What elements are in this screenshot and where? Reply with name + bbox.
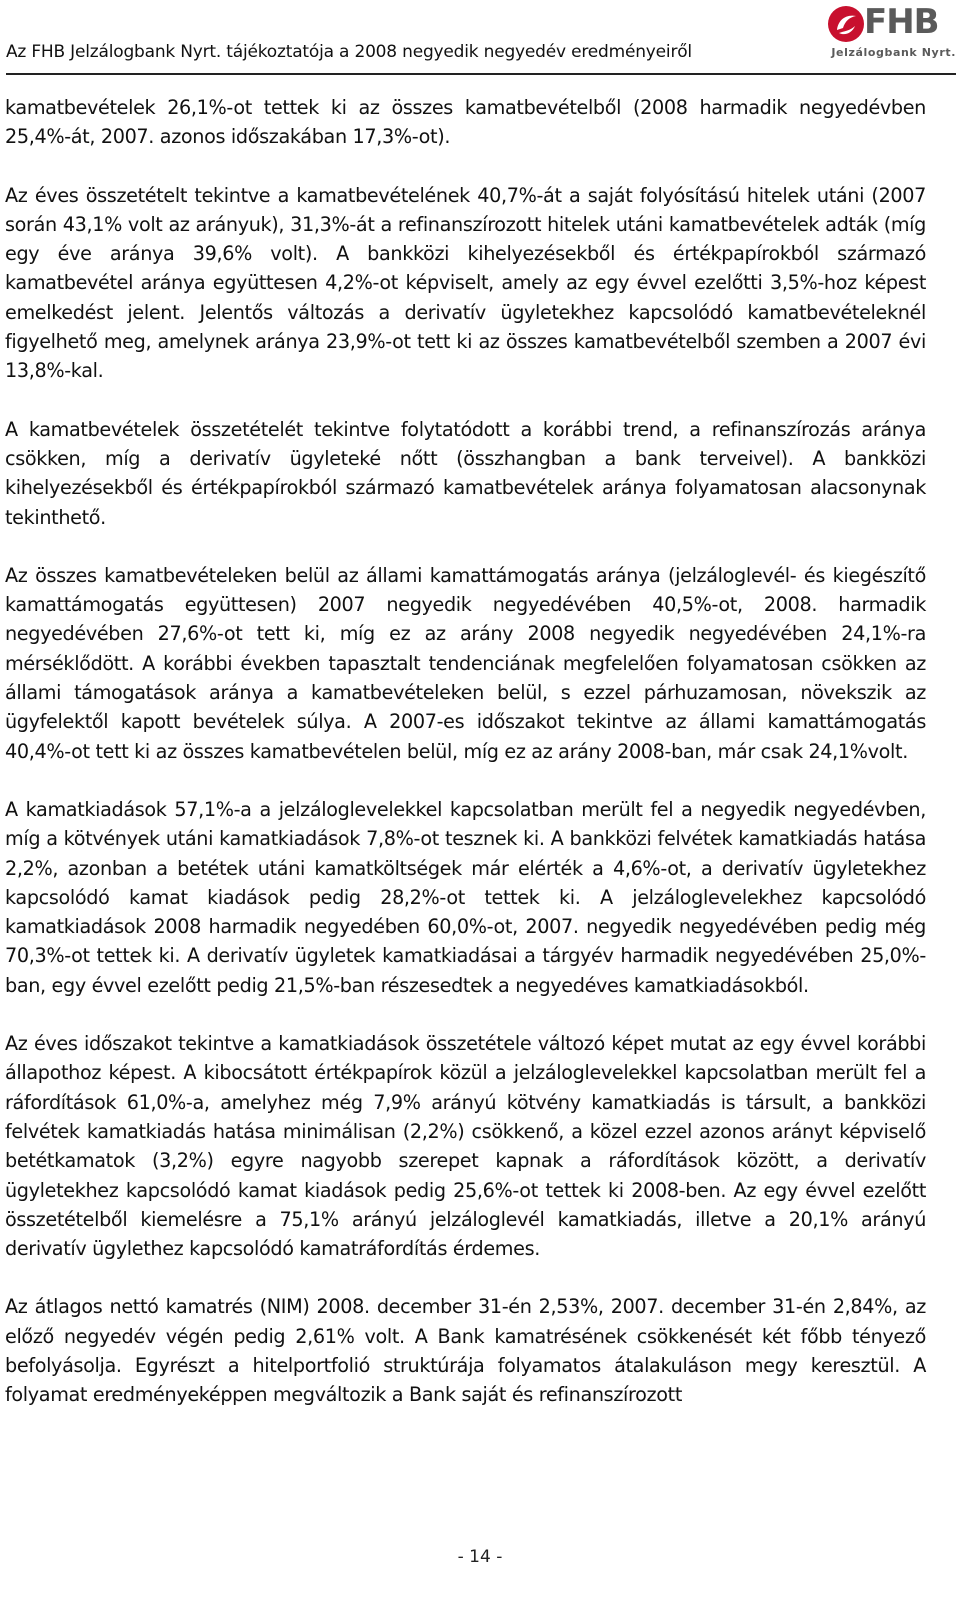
paragraph-6: Az éves időszakot tekintve a kamatkiadások összetétele változó képet mutat az egy évvel korábbi állapothoz képest. A kibocsátott értékpapírok közül a jelzáloglevelekkel kapcsolatban merült fel a ráfordítások 61,0%-a, amelyhez még 7,9% arányú kötvény kamatkiadás is társult, a bankközi felvétek kamatkiadás hatása minimálisan (2,2%) csökkenő, a közel ezzel azonos arányt képviselő betétkamatok (3,2%) egyre nagyobb szerepet kapnak a ráfordítások között, a derivatív ügyletekhez kapcsolódó kamat kiadások pedig 25,6%-ot tettek ki 2008-ben. Az egy évvel ezelőtt összetételből kiemelésre a 75,1% arányú jelzáloglevél kamatkiadás, illetve a 20,1% arányú derivatív ügylethez kapcsolódó kamatráfordítás érdemes. bbox=[5, 1032, 926, 1261]
paragraph-5: A kamatkiadások 57,1%-a a jelzáloglevelekkel kapcsolatban merült fel a negyedik negyedévben, míg a kötvények utáni kamatkiadások 7,8%-ot tesznek ki. A bankközi felvétek kamatkiadás hatása 2,2%, azonban a betétek utáni kamatköltségek már elérték a 4,6%-ot, a derivatív ügyletekhez kapcsolódó kamat kiadások pedig 28,2%-ot tettek ki. A jelzáloglevelekhez kapcsolódó kamatkiadások 2008 harmadik negyedében 60,0%-ot, 2007. negyedik negyedévében pedig még 70,3%-ot tettek ki. A derivatív ügyletek kamatkiadásai a tárgyév harmadik negyedévében 25,0%-ban, egy évvel ezelőtt pedig 21,5%-ban részesedtek a negyedéves kamatkiadásokból. bbox=[5, 797, 926, 997]
page-number: - 14 - bbox=[457, 1547, 503, 1567]
fhb-logo bbox=[828, 2, 956, 62]
document-body bbox=[5, 93, 926, 1439]
paragraph-3: A kamatbevételek összetételét tekintve folytatódott a korábbi trend, a refinanszírozás aránya csökken, míg a derivatív ügyleteké nőtt (összhangban a bank terveivel). A bankközi kihelyezésekből és értékpapírokból származó kamatbevételek aránya folyamatosan alacsonynak tekinthető. bbox=[5, 417, 926, 529]
page-header bbox=[6, 0, 956, 78]
logo-text: FHB bbox=[864, 2, 939, 42]
fhb-logo-icon bbox=[828, 6, 864, 42]
logo-subtext: Jelzálogbank Nyrt. bbox=[831, 46, 956, 59]
paragraph-1: kamatbevételek 26,1%-ot tettek ki az összes kamatbevételből (2008 harmadik negyedévben 25,4%-át, 2007. azonos időszakában 17,3%-ot). bbox=[5, 96, 926, 149]
paragraph-7: Az átlagos nettó kamatrés (NIM) 2008. december 31-én 2,53%, 2007. december 31-én 2,84%, az előző negyedév végén pedig 2,61% volt. A Bank kamatrésének csökkenését két főbb tényező befolyásolja. Egyrészt a hitelportfolió struktúrája folyamatos átalakuláson megy keresztül. A folyamat eredményeképpen megváltozik a Bank saját és refinanszírozott bbox=[5, 1295, 926, 1407]
header-title: Az FHB Jelzálogbank Nyrt. tájékoztatója a 2008 negyedik negyedév eredményeiről bbox=[6, 42, 692, 62]
paragraph-4: Az összes kamatbevételeken belül az állami kamattámogatás aránya (jelzáloglevél- és kiegészítő kamattámogatás együttesen) 2007 negyedik negyedévében 40,5%-ot, 2008. harmadik negyedévében 27,6%-ot tett ki, míg ez az arány 2008 negyedik negyedévében 24,1%-ra mérséklődött. A korábbi években tapasztalt tendenciának megfelelően folyamatosan csökken az állami támogatások aránya a kamatbevételeken belül, s ezzel párhuzamosan, növekszik az ügyfelektől kapott bevételek súlya. A 2007-es időszakot tekintve az állami kamattámogatás 40,4%-ot tett ki az összes kamatbevételen belül, míg ez az arány 2008-ban, már csak 24,1%volt. bbox=[5, 563, 926, 763]
paragraph-2: Az éves összetételt tekintve a kamatbevételének 40,7%-át a saját folyósítású hitelek utáni (2007 során 43,1% volt az arányuk), 31,3%-át a refinanszírozott hitelek utáni kamatbevételek adták (míg egy éve aránya 39,6% volt). A bankközi kihelyezésekből és értékpapírokból származó kamatbevétel aránya együttesen 4,2%-ot képviselt, amely az egy évvel ezelőtti 3,5%-hoz képest emelkedést jelent. Jelentős változás a derivatív ügyletekhez kapcsolódó kamatbevételeknél figyelhető meg, amelynek aránya 23,9%-ot tett ki az összes kamatbevételből szemben a 2007 évi 13,8%-kal. bbox=[5, 183, 926, 383]
header-divider bbox=[6, 73, 956, 75]
